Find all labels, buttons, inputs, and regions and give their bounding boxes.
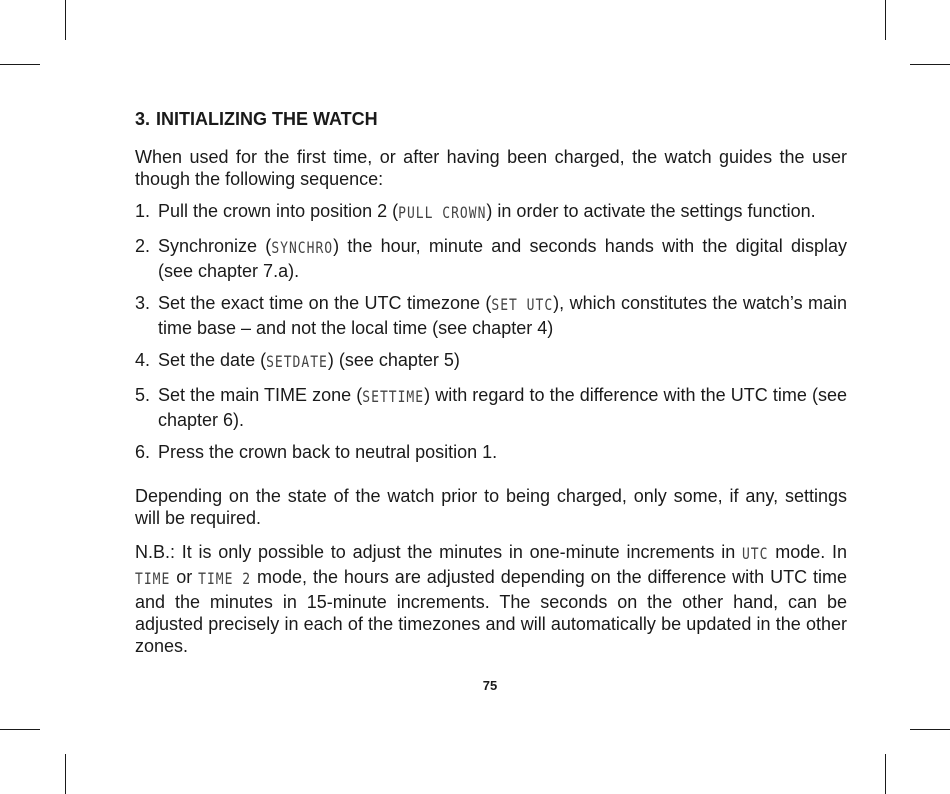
crop-mark-right-bottom [910, 729, 950, 730]
watch-display-text: TIME 2 [198, 570, 252, 589]
crop-mark-top-left [65, 0, 66, 40]
crop-mark-left-bottom [0, 729, 40, 730]
crop-mark-bottom-left [65, 754, 66, 794]
watch-display-text: SETDATE [266, 353, 328, 372]
intro-paragraph: When used for the first time, or after having been charged, the watch guides the user though the following sequence: [135, 147, 847, 189]
section-heading [135, 108, 847, 130]
section-number: 3. [135, 109, 151, 129]
crop-mark-left-top [0, 64, 40, 65]
section-title: INITIALIZING THE WATCH [156, 109, 378, 129]
step-number: 6. [135, 442, 151, 462]
watch-display-text: SETTIME [362, 388, 425, 407]
watch-display-text: PULL CROWN [398, 204, 487, 223]
steps-list [135, 200, 847, 463]
list-item [135, 235, 847, 282]
step-number: 4. [135, 350, 151, 370]
step-number: 3. [135, 293, 151, 313]
step-number: 1. [135, 201, 151, 221]
step-text: Synchronize (SYNCHRO) the hour, minute and seconds hands with the digital display (see chapter 7.a). [158, 236, 847, 281]
step-text: Pull the crown into position 2 (PULL CROWN) in order to activate the settings function. [158, 200, 847, 225]
list-item [135, 349, 847, 374]
step-text: Set the exact time on the UTC timezone (SET UTC), which constitutes the watch’s main time base – and not the local time (see chapter 4) [158, 293, 847, 338]
watch-display-text: UTC [741, 545, 769, 564]
list-item [135, 200, 847, 225]
step-number: 2. [135, 236, 151, 256]
page-content [135, 108, 847, 657]
note-paragraph: N.B.: It is only possible to adjust the minutes in one-minute increments in UTC mode. In TIME or TIME 2 mode, the hours are adjusted depending on the difference with UTC time and the minutes in 15-minute increments. The seconds on the other hand, can be adjusted precisely in each of the timezones and will automatically be updated in the other zones. [135, 542, 848, 656]
step-text: Press the crown back to neutral position 1. [158, 442, 498, 462]
page-number: 75 [482, 678, 498, 693]
watch-display-text: SYNCHRO [271, 239, 334, 258]
step-number: 5. [135, 385, 151, 405]
step-text: Set the date (SETDATE) (see chapter 5) [158, 349, 847, 374]
crop-mark-top-right [885, 0, 886, 40]
list-item [135, 441, 847, 463]
step-text: Set the main TIME zone (SETTIME) with regard to the difference with the UTC time (see chapter 6). [158, 385, 847, 430]
watch-display-text: SET UTC [491, 296, 554, 315]
crop-mark-right-top [910, 64, 950, 65]
list-item [135, 384, 847, 431]
crop-mark-bottom-right [885, 754, 886, 794]
requirements-paragraph: Depending on the state of the watch prior to being charged, only some, if any, settings will be required. [135, 486, 847, 528]
watch-display-text: TIME [135, 570, 171, 589]
list-item [135, 292, 847, 339]
